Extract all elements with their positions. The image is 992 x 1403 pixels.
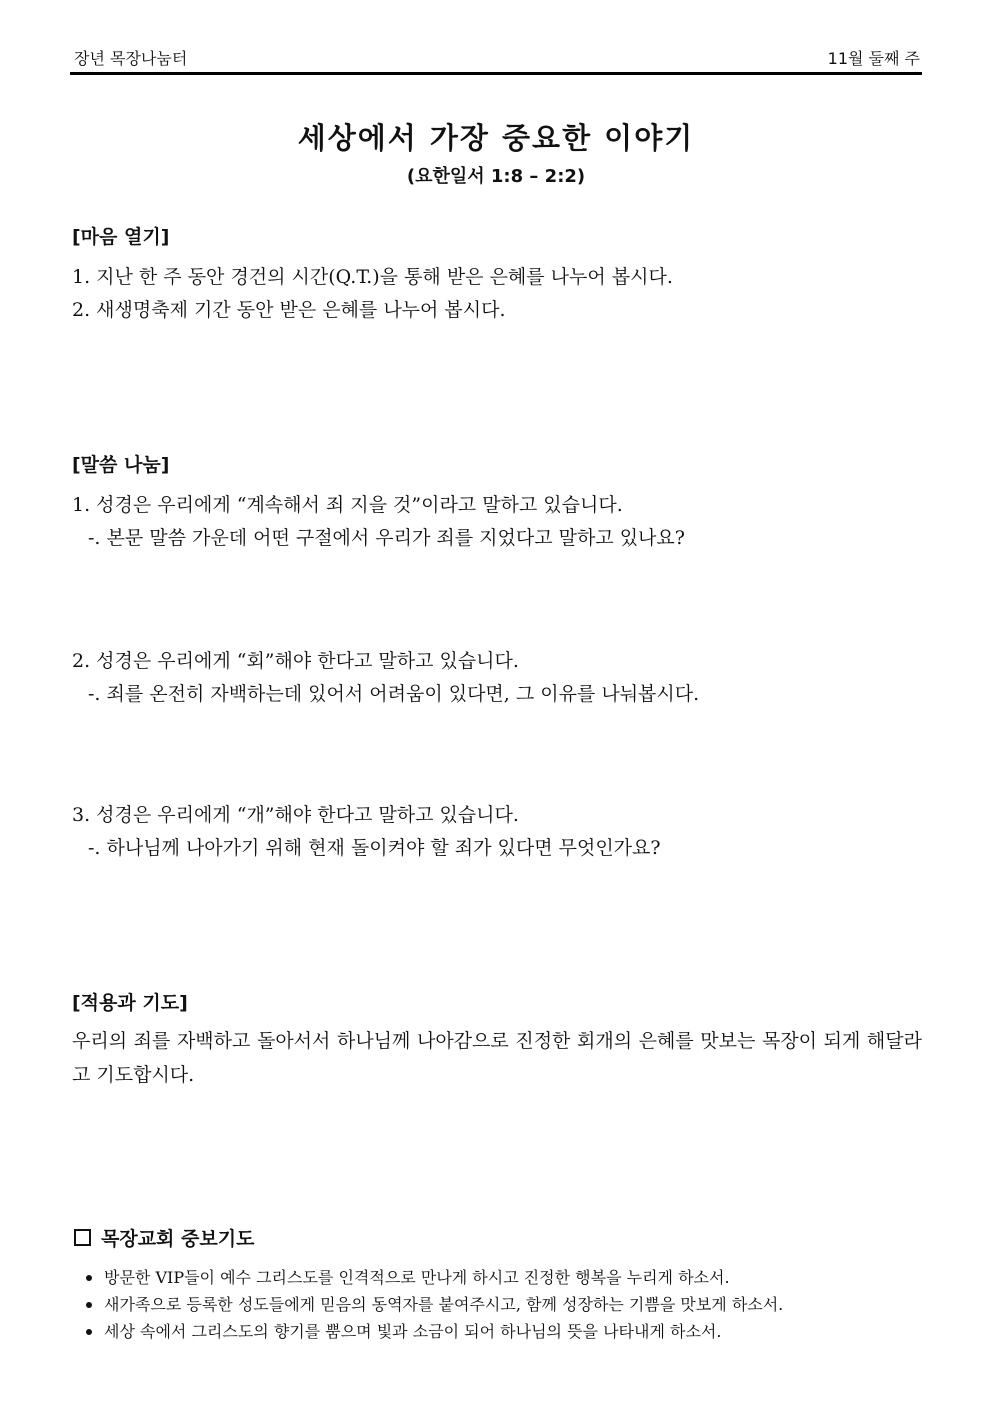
sharing-question-1: 1. 성경은 우리에게 “계속해서 죄 지을 것”이라고 말하고 있습니다. [72,494,623,516]
header-week: 11월 둘째 주 [827,49,920,68]
checkbox-icon [74,1229,91,1246]
list-item [80,1264,783,1291]
application-prayer-text: 우리의 죄를 자백하고 돌아서서 하나님께 나아감으로 진정한 회개의 은혜를 맛보는 목장이 되게 해달라고 기도합시다. [72,1030,922,1086]
opening-question-2: 2. 새생명축제 기간 동안 받은 은혜를 나누어 봅시다. [72,299,506,321]
sharing-question-1-sub: -. 본문 말씀 가운데 어떤 구절에서 우리가 죄를 지었다고 말하고 있나요? [88,527,685,549]
sharing-question-2: 2. 성경은 우리에게 “회”해야 한다고 말하고 있습니다. [72,650,519,672]
bullet-icon [86,1275,92,1281]
section-heading-opening: [마음 열기] [72,226,170,248]
scripture-reference: (요한일서 1:8 – 2:2) [406,166,586,187]
intercession-item-2: 새가족으로 등록한 성도들에게 믿음의 동역자를 붙여주시고, 함께 성장하는 기쁨을 맛보게 하소서. [104,1295,784,1314]
bullet-icon [86,1329,92,1335]
header-group-name: 장년 목장나눔터 [74,49,188,68]
intercession-item-3: 세상 속에서 그리스도의 향기를 뿜으며 빛과 소금이 되어 하나님의 뜻을 나타내게 하소서. [104,1322,722,1341]
page-title: 세상에서 가장 중요한 이야기 [297,121,695,155]
intercession-heading-label: 목장교회 중보기도 [101,1228,255,1250]
opening-question-1: 1. 지난 한 주 동안 경건의 시간(Q.T.)을 통해 받은 은혜를 나누어 봅시다. [72,266,673,288]
intercession-list [80,1264,783,1345]
section-heading-application: [적용과 기도] [72,992,188,1014]
list-item [80,1318,783,1345]
list-item [80,1291,783,1318]
bullet-icon [86,1302,92,1308]
intercession-item-1: 방문한 VIP들이 예수 그리스도를 인격적으로 만나게 하시고 진정한 행복을 누리게 하소서. [104,1268,730,1287]
sharing-question-2-sub: -. 죄를 온전히 자백하는데 있어서 어려움이 있다면, 그 이유를 나눠봅시다. [88,683,700,705]
intercession-heading [74,1224,254,1251]
sharing-question-3: 3. 성경은 우리에게 “개”해야 한다고 말하고 있습니다. [72,804,519,826]
sharing-question-3-sub: -. 하나님께 나아가기 위해 현재 돌이켜야 할 죄가 있다면 무엇인가요? [88,837,661,859]
section-heading-word-sharing: [말씀 나눔] [72,454,170,476]
header-divider [70,72,922,75]
